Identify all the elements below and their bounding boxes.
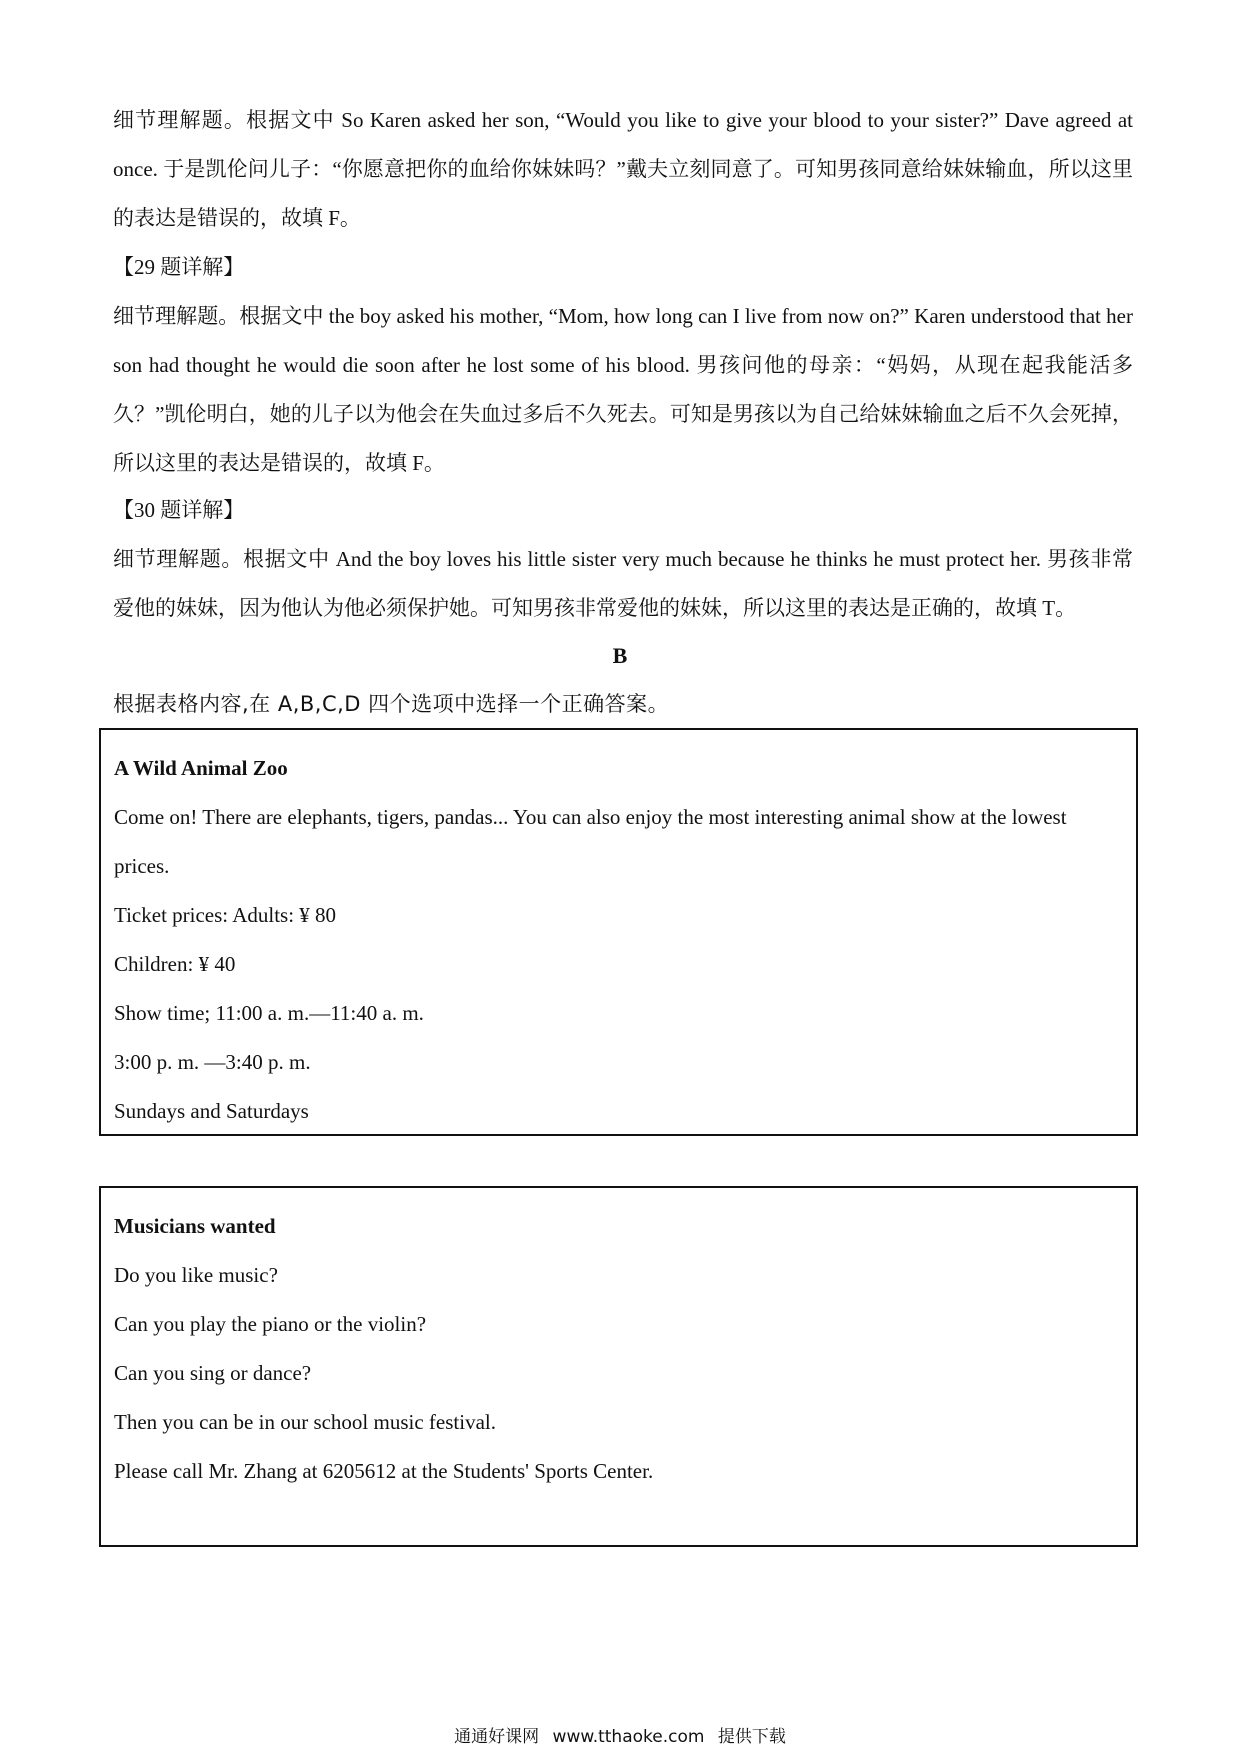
zoo-ad-ticket-children: Children: ¥ 40: [114, 952, 236, 976]
zoo-ad-title: A Wild Animal Zoo: [114, 756, 288, 780]
footer-suffix: 提供下载: [717, 1727, 786, 1747]
zoo-ad-line: Come on! There are elephants, tigers, pandas... You can also enjoy the most interesting animal show at the lowest: [114, 805, 1067, 829]
musicians-ad-line: Do you like music?: [114, 1263, 278, 1287]
page-footer: [0, 1726, 1240, 1748]
zoo-ad-show-time-afternoon: 3:00 p. m. —3:40 p. m.: [114, 1050, 311, 1074]
footer-site-name: 通通好课网: [454, 1727, 540, 1747]
zoo-ad-box: [99, 728, 1138, 1136]
musicians-ad-line: Can you sing or dance?: [114, 1361, 312, 1385]
footer-url: www.tthaoke.com: [552, 1727, 705, 1747]
musicians-ad-title: Musicians wanted: [114, 1214, 276, 1238]
musicians-ad-line: Then you can be in our school music festival.: [114, 1410, 496, 1434]
zoo-ad-ticket-adults: Ticket prices: Adults: ¥ 80: [114, 903, 337, 927]
musicians-ad-box: [99, 1186, 1138, 1547]
q29-heading: 【29 题详解】: [113, 255, 245, 279]
q30-heading: 【30 题详解】: [113, 498, 245, 522]
zoo-ad-days: Sundays and Saturdays: [114, 1099, 309, 1123]
zoo-ad-show-time: Show time; 11:00 a. m.—11:40 a. m.: [114, 1001, 424, 1025]
section-instruction: 根据表格内容,在 A,B,C,D 四个选项中选择一个正确答案。: [113, 692, 670, 716]
section-letter: B: [612, 643, 628, 668]
q28-explanation: 细节理解题。根据文中 So Karen asked her son, “Would you like to give your blood to your sister?” Dave agreed at once. 于是凯伦问儿子：“你愿意把你的血给你妹妹吗？”戴夫立刻同意了。可知男孩同意给妹妹输血，所以这里的表达是错误的，故填 F。: [113, 108, 1133, 230]
musicians-ad-contact: Please call Mr. Zhang at 6205612 at the Students' Sports Center.: [114, 1459, 654, 1483]
zoo-ad-line: prices.: [114, 854, 170, 878]
musicians-ad-line: Can you play the piano or the violin?: [114, 1312, 427, 1336]
q30-explanation: 细节理解题。根据文中 And the boy loves his little sister very much because he thinks he must protect her. 男孩非常爱他的妹妹，因为他认为他必须保护她。可知男孩非常爱他的妹妹，所以这里的表达是正确的，故填 T。: [113, 547, 1133, 620]
q29-explanation: 细节理解题。根据文中 the boy asked his mother, “Mom, how long can I live from now on?” Karen understood that her son had thought he would die soon after he lost some of his blood. 男孩问他的母亲：“妈妈，从现在起我能活多久？”凯伦明白，她的儿子以为他会在失血过多后不久死去。可知是男孩以为自己给妹妹输血之后不久会死掉，所以这里的表达是错误的，故填 F。: [113, 304, 1133, 475]
